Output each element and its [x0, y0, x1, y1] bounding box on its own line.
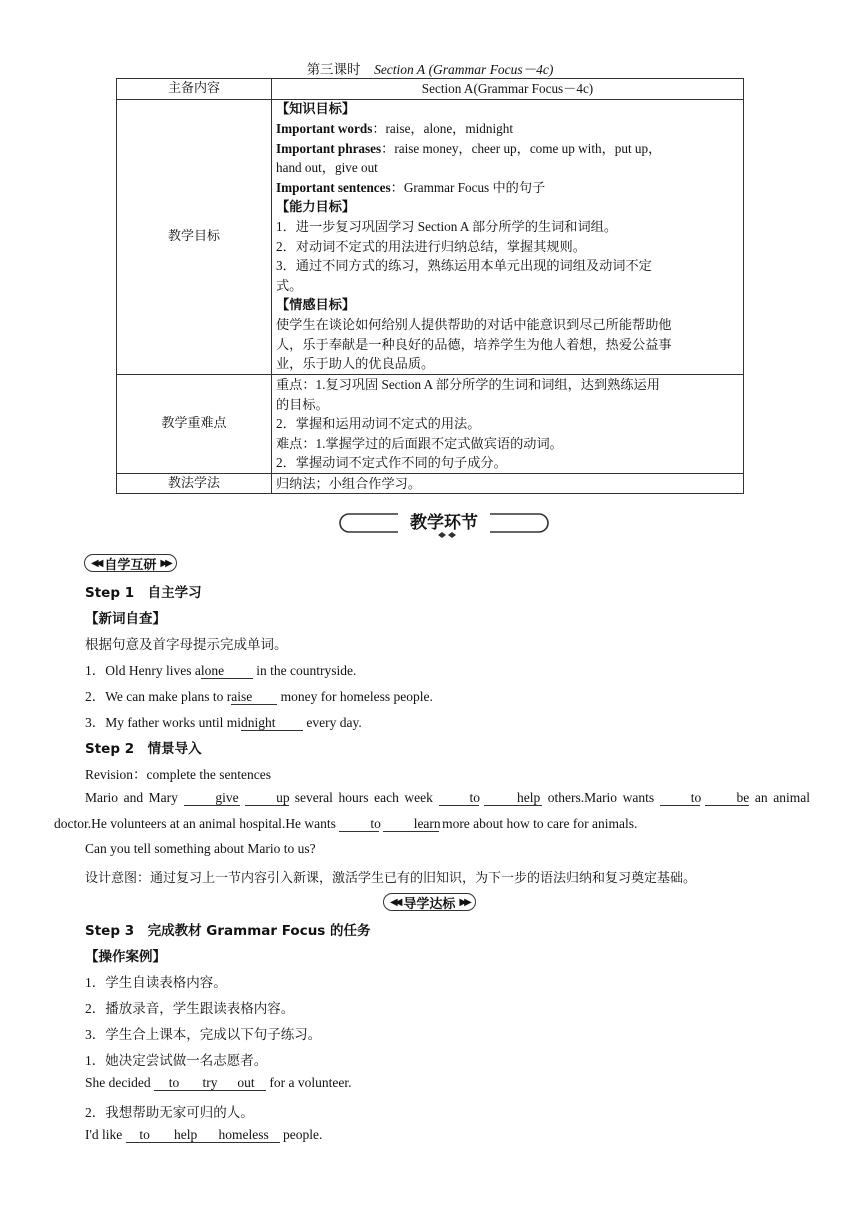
- design-intent: 设计意图：通过复习上一节内容引入新课，激活学生已有的旧知识，为下一步的语法归纳和复习奠定基础。: [85, 870, 697, 885]
- answer-blank: out: [226, 1075, 266, 1091]
- step-3-heading: Step 3 完成教材 Grammar Focus 的任务: [85, 923, 371, 939]
- double-chevron-right-icon: ▶▶: [160, 557, 170, 569]
- phrases-label: Important phrases: [276, 140, 382, 156]
- sentence-text: for a volunteer.: [265, 1075, 352, 1090]
- ability-item: 3．通过不同方式的练习，熟练运用本单元出现的词组及动词不定: [276, 258, 652, 274]
- table-row: [117, 79, 744, 100]
- lesson-title: [0, 58, 860, 78]
- key-point: 重点：1.复习巩固 Section A 部分所学的生词和词组，达到熟练运用: [276, 376, 660, 392]
- answer-blank: to: [439, 790, 479, 806]
- q-num: 1．: [85, 663, 106, 678]
- answer-blank: to: [154, 1075, 194, 1091]
- row-label: 主备内容: [117, 79, 272, 100]
- answer-blank: to: [660, 790, 700, 806]
- answer-blank: help: [484, 790, 542, 806]
- key-point-cont: 的目标。: [276, 396, 329, 412]
- emotion-heading: 【情感目标】: [276, 297, 356, 313]
- table-row: [117, 374, 744, 473]
- new-words-heading: 【新词自查】: [85, 611, 166, 627]
- answer-blank: homeless: [208, 1127, 280, 1143]
- difficulty-point: 2．掌握动词不定式作不同的句子成分。: [276, 455, 507, 471]
- mario-paragraph: [54, 785, 810, 837]
- step-1-heading: Step 1 自主学习: [85, 585, 202, 601]
- sentences-line: [276, 178, 739, 198]
- section-name: Section A: [374, 62, 426, 77]
- answer-blank: learn: [383, 816, 439, 832]
- row-label: 教学目标: [117, 99, 272, 374]
- para-text: more about how to care for animals.: [438, 816, 638, 831]
- answer-blank: to: [126, 1127, 164, 1143]
- para-text: Mario and Mary: [85, 790, 184, 805]
- answer-blank: give: [184, 790, 240, 806]
- double-chevron-left-icon: ◀◀: [390, 896, 400, 908]
- revision-line: Revision：complete the sentences: [85, 767, 271, 782]
- row-label: 教法学法: [117, 473, 272, 494]
- sentence-2: [85, 1127, 322, 1143]
- emotion-line: 人，乐于奉献是一种良好的品德，培养学生为他人着想，热爱公益事: [276, 336, 672, 352]
- section-focus: (Grammar Focus－4c): [428, 62, 554, 77]
- answer-blank: help: [164, 1127, 208, 1143]
- answer-blank: be: [705, 790, 749, 806]
- operation-item: 1．学生自读表格内容。: [85, 975, 227, 990]
- row-label: 教学重难点: [117, 374, 272, 473]
- sentence-text: people.: [279, 1127, 323, 1142]
- sentence-text: She decided: [85, 1075, 154, 1090]
- words-line: [276, 119, 739, 139]
- para-text: others.Mario wants: [542, 790, 660, 805]
- key-cell: [272, 374, 744, 473]
- question-3: [85, 711, 362, 731]
- double-chevron-right-icon: ▶▶: [459, 896, 469, 908]
- knowledge-heading: 【知识目标】: [276, 101, 356, 117]
- emotion-line: 业，乐于助人的优良品质。: [276, 356, 435, 372]
- sentence-1: [85, 1075, 351, 1091]
- phrases-line: [276, 139, 739, 159]
- sentences-value: ：Grammar Focus 中的句子: [390, 179, 546, 195]
- sentence-2-chinese: 2．我想帮助无家可归的人。: [85, 1105, 254, 1120]
- table-row: [117, 473, 744, 494]
- instruction: 根据句意及首字母提示完成单词。: [85, 637, 288, 652]
- ability-heading: 【能力目标】: [276, 199, 356, 215]
- difficulty-point: 难点：1.掌握学过的后面跟不定式做宾语的动词。: [276, 435, 563, 451]
- q-text: every day.: [302, 715, 362, 730]
- lesson-number: 第三课时: [306, 62, 361, 77]
- words-label: Important words: [276, 121, 373, 137]
- sentence-text: I'd like: [85, 1127, 126, 1142]
- answer-blank: up: [245, 790, 289, 806]
- operation-item: 2．播放录音，学生跟读表格内容。: [85, 1001, 295, 1016]
- answer-blank: lone: [201, 663, 253, 679]
- guided-learning-tag: [383, 892, 476, 912]
- phrases-value-cont: hand out，give out: [276, 160, 378, 176]
- q-text: We can make plans to r: [105, 689, 232, 704]
- case-heading: 【操作案例】: [85, 949, 166, 965]
- goals-cell: [272, 99, 744, 374]
- answer-blank: try: [194, 1075, 226, 1091]
- key-point: 2．掌握和运用动词不定式的用法。: [276, 416, 481, 432]
- question-1: [85, 659, 356, 679]
- section-banner-title: 教学环节: [410, 513, 478, 533]
- q-text: in the countryside.: [252, 663, 357, 678]
- method-value: 归纳法；小组合作学习。: [272, 473, 744, 494]
- step-2-heading: Step 2 情景导入: [85, 741, 202, 757]
- table-row: [117, 99, 744, 374]
- q-text: money for homeless people.: [277, 689, 433, 704]
- row-value: Section A(Grammar Focus－4c): [272, 79, 744, 100]
- operation-item: 3．学生合上课本，完成以下句子练习。: [85, 1027, 322, 1042]
- answer-blank: dnight: [241, 715, 303, 731]
- words-value: ：raise，alone，midnight: [372, 121, 513, 137]
- double-chevron-left-icon: ◀◀: [91, 557, 101, 569]
- q-text: Old Henry lives a: [105, 663, 201, 678]
- sentences-label: Important sentences: [276, 179, 391, 195]
- ability-item-cont: 式。: [276, 277, 303, 293]
- tag-label: 自学互研: [104, 557, 157, 573]
- tag-label: 导学达标: [403, 896, 456, 912]
- q-text: My father works until mi: [105, 715, 241, 730]
- phrases-value: ：raise money，cheer up，come up with，put up，: [381, 140, 662, 156]
- q-num: 3．: [85, 715, 106, 730]
- self-study-tag: [84, 553, 177, 573]
- para-text: an animal doctor.He volunteers at an animal hospital.He wants: [54, 790, 811, 831]
- emotion-line: 使学生在谈论如何给别人提供帮助的对话中能意识到尽己所能帮助他: [276, 317, 672, 333]
- para-text: several hours each week: [289, 790, 439, 805]
- question-2: [85, 685, 433, 705]
- question-line: Can you tell something about Mario to us?: [85, 841, 316, 856]
- lesson-plan-table: [116, 78, 744, 494]
- answer-blank: to: [339, 816, 379, 832]
- sentence-1-chinese: 1．她决定尝试做一名志愿者。: [85, 1053, 268, 1068]
- ability-item: 1．进一步复习巩固学习 Section A 部分所学的生词和词组。: [276, 219, 618, 235]
- ability-item: 2．对动词不定式的用法进行归纳总结，掌握其规则。: [276, 238, 586, 254]
- q-num: 2．: [85, 689, 106, 704]
- answer-blank: aise: [231, 689, 277, 705]
